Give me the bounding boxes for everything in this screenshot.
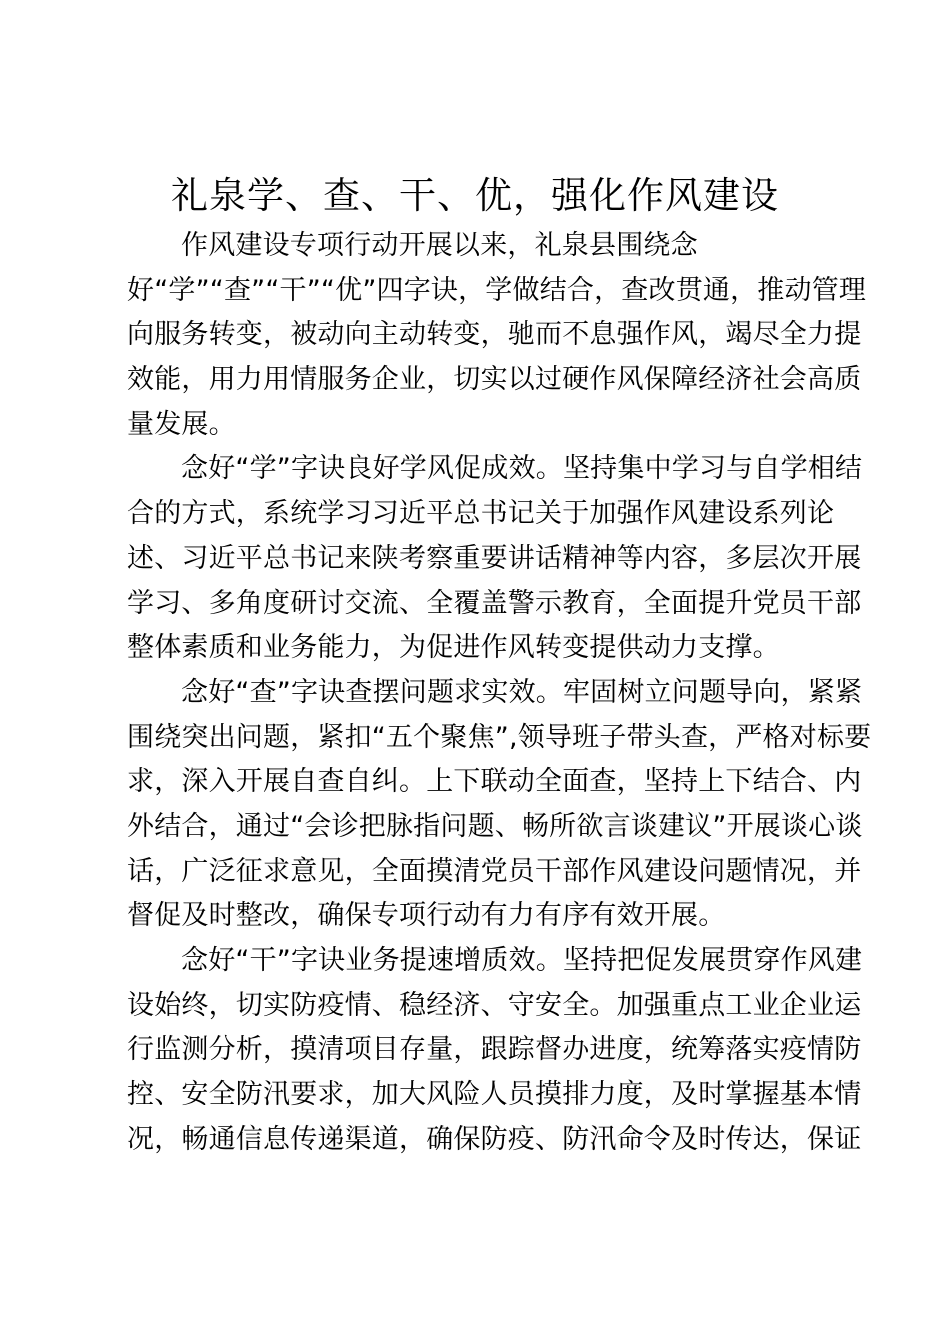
paragraph-study bbox=[127, 447, 863, 670]
text-line: 行监测分析，摸清项目存量，跟踪督办进度，统筹落实疫情防 bbox=[127, 1034, 862, 1066]
document-title: 礼泉学、查、干、优，强化作风建设 bbox=[171, 174, 779, 217]
text-line: 念好“查”字诀查摆问题求实效。牢固树立问题导向，紧紧 bbox=[181, 676, 863, 708]
text-line: 设始终，切实防疫情、稳经济、守安全。加强重点工业企业运 bbox=[127, 989, 862, 1021]
text-line: 话，广泛征求意见，全面摸清党员干部作风建设问题情况，并 bbox=[127, 855, 862, 887]
paragraph-inspect bbox=[127, 671, 872, 939]
text-line: 向服务转变，被动向主动转变，驰而不息强作风，竭尽全力提 bbox=[127, 319, 862, 351]
text-line: 好“学”“查”“干”“优”四字诀，学做结合，查改贯通，推动管理 bbox=[127, 274, 867, 306]
text-line: 学习、多角度研讨交流、全覆盖警示教育，全面提升党员干部 bbox=[127, 587, 862, 619]
text-line: 整体素质和业务能力，为促进作风转变提供动力支撑。 bbox=[127, 632, 780, 664]
text-line: 外结合，通过“会诊把脉指问题、畅所欲言谈建议”开展谈心谈 bbox=[127, 810, 863, 842]
text-line: 合的方式，系统学习习近平总书记关于加强作风建设系列论 bbox=[127, 498, 835, 530]
text-line: 效能，用力用情服务企业，切实以过硬作风保障经济社会高质 bbox=[127, 364, 862, 396]
paragraph-intro bbox=[127, 224, 867, 447]
text-line: 求，深入开展自查自纠。上下联动全面查，坚持上下结合、内 bbox=[127, 766, 862, 798]
text-line: 控、安全防汛要求，加大风险人员摸排力度，及时掌握基本情 bbox=[127, 1079, 862, 1111]
text-line: 量发展。 bbox=[127, 408, 236, 440]
document-body bbox=[127, 224, 872, 1162]
text-line: 作风建设专项行动开展以来，礼泉县围绕念 bbox=[181, 230, 698, 261]
text-line: 述、习近平总书记来陕考察重要讲话精神等内容，多层次开展 bbox=[127, 542, 862, 574]
text-line: 念好“学”字诀良好学风促成效。坚持集中学习与自学相结 bbox=[181, 453, 863, 485]
paragraph-work bbox=[127, 939, 863, 1162]
text-line: 况，畅通信息传递渠道，确保防疫、防汛命令及时传达，保证 bbox=[127, 1123, 862, 1155]
text-line: 督促及时整改，确保专项行动有力有序有效开展。 bbox=[127, 900, 726, 932]
text-line: 围绕突出问题，紧扣“五个聚焦”,领导班子带头查，严格对标要 bbox=[127, 721, 872, 753]
text-line: 念好“干”字诀业务提速增质效。坚持把促发展贯穿作风建 bbox=[181, 945, 863, 976]
